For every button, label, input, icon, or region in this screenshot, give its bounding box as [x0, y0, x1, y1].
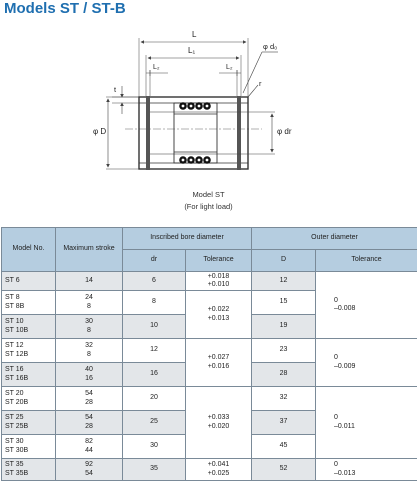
D-cell: 23 — [252, 339, 316, 363]
stroke-cell: 54 28 — [56, 411, 123, 435]
stroke-cell: 30 8 — [56, 315, 123, 339]
stroke-cell: 40 16 — [56, 363, 123, 387]
dr-cell: 6 — [123, 272, 186, 291]
label-L1: L₁ — [188, 46, 196, 55]
dr-cell: 35 — [123, 459, 186, 481]
stroke-cell: 24 8 — [56, 291, 123, 315]
dr-cell: 16 — [123, 363, 186, 387]
D-tolerance-cell: 0 –0.013 — [316, 459, 417, 481]
model-cell: ST 30 ST 30B — [2, 435, 56, 459]
header-D-tolerance: Tolerance — [316, 250, 417, 272]
stroke-cell: 82 44 — [56, 435, 123, 459]
dr-tolerance-cell: +0.018 +0.010 — [186, 272, 252, 291]
header-D: D — [252, 250, 316, 272]
model-cell: ST 8 ST 8B — [2, 291, 56, 315]
dr-tolerance-cell: +0.041 +0.025 — [186, 459, 252, 481]
label-L2-left: L₂ — [153, 64, 160, 71]
dr-cell: 12 — [123, 339, 186, 363]
header-outer-diameter: Outer diameter — [252, 228, 417, 250]
drawing-caption-load: (For light load) — [184, 202, 233, 211]
dr-cell: 8 — [123, 291, 186, 315]
model-cell: ST 10 ST 10B — [2, 315, 56, 339]
model-cell: ST 35 ST 35B — [2, 459, 56, 481]
D-cell: 19 — [252, 315, 316, 339]
stroke-cell: 14 — [56, 272, 123, 291]
dr-cell: 30 — [123, 435, 186, 459]
label-dr: φ dr — [277, 127, 292, 136]
stroke-cell: 32 8 — [56, 339, 123, 363]
page-title: Models ST / ST-B — [4, 0, 126, 17]
dr-cell: 10 — [123, 315, 186, 339]
drawing-caption-model: Model ST — [192, 190, 225, 199]
label-d0: φ d₀ — [263, 42, 278, 51]
D-cell: 28 — [252, 363, 316, 387]
dr-cell: 25 — [123, 411, 186, 435]
D-cell: 32 — [252, 387, 316, 411]
label-D: φ D — [93, 127, 107, 136]
D-cell: 12 — [252, 272, 316, 291]
header-inscribed-bore: Inscribed bore diameter — [123, 228, 252, 250]
model-cell: ST 12 ST 12B — [2, 339, 56, 363]
dr-tolerance-cell: +0.022 +0.013 — [186, 291, 252, 339]
model-cell: ST 25 ST 25B — [2, 411, 56, 435]
label-L: L — [192, 30, 197, 39]
snap-ring-left — [146, 96, 150, 170]
header-dr-tolerance: Tolerance — [186, 250, 252, 272]
model-cell: ST 6 — [2, 272, 56, 291]
D-tolerance-cell: 0 –0.008 — [316, 272, 417, 339]
table-row — [2, 272, 417, 291]
dr-tolerance-cell: +0.033 +0.020 — [186, 387, 252, 459]
dr-cell: 20 — [123, 387, 186, 411]
D-tolerance-cell: 0 –0.011 — [316, 387, 417, 459]
table-row — [2, 387, 417, 411]
leader-r — [248, 85, 258, 97]
dr-tolerance-cell: +0.027 +0.016 — [186, 339, 252, 387]
model-cell: ST 16 ST 16B — [2, 363, 56, 387]
table-row — [2, 459, 417, 481]
table-row — [2, 339, 417, 363]
header-model: Model No. — [2, 228, 56, 272]
D-cell: 52 — [252, 459, 316, 481]
header-stroke: Maximum stroke — [56, 228, 123, 272]
header-dr: dr — [123, 250, 186, 272]
D-cell: 15 — [252, 291, 316, 315]
label-L2-right: L₂ — [226, 64, 233, 71]
spec-table — [1, 227, 417, 481]
stroke-cell: 54 28 — [56, 387, 123, 411]
label-r: r — [259, 79, 262, 88]
snap-ring-right — [237, 96, 241, 170]
D-cell: 45 — [252, 435, 316, 459]
stroke-cell: 92 54 — [56, 459, 123, 481]
model-cell: ST 20 ST 20B — [2, 387, 56, 411]
label-t: t — [114, 85, 117, 94]
D-tolerance-cell: 0 –0.009 — [316, 339, 417, 387]
D-cell: 37 — [252, 411, 316, 435]
